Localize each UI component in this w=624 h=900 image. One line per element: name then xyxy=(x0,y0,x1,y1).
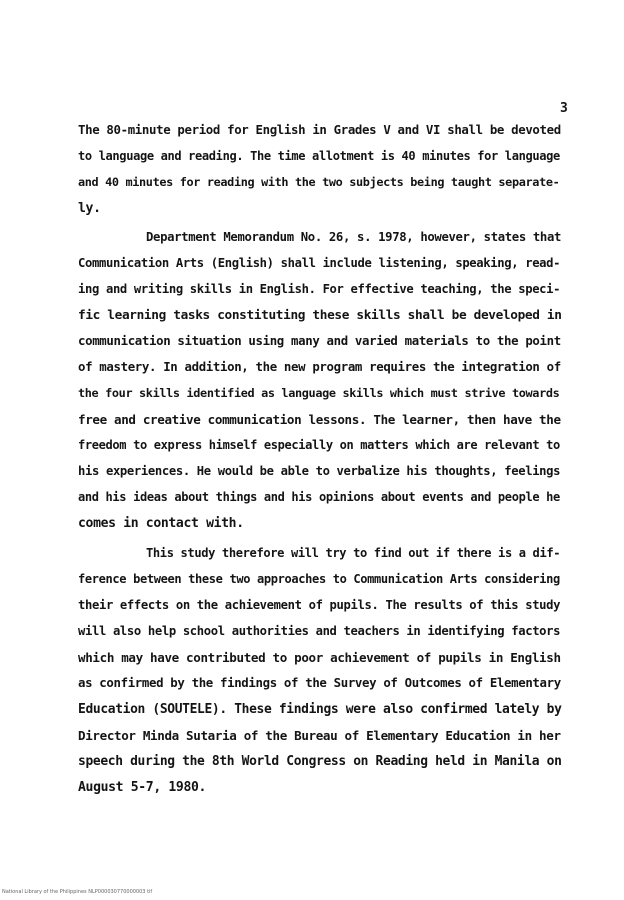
page-number: 3 xyxy=(560,101,568,116)
text-line: ing and writing skills in English. For effective teaching, the speci- xyxy=(78,282,561,296)
text-line: Education (SOUTELE). These findings were also confirmed lately by xyxy=(78,702,562,717)
text-line: August 5-7, 1980. xyxy=(78,780,207,795)
text-line: comes in contact with. xyxy=(78,516,244,531)
text-line: their effects on the achievement of pupils. The results of this study xyxy=(78,598,561,612)
text-line: of mastery. In addition, the new program requires the integration of xyxy=(78,360,561,374)
text-line: Director Minda Sutaria of the Bureau of Elementary Education in her xyxy=(78,728,561,743)
text-line: This study therefore will try to find out if there is a dif- xyxy=(146,546,561,560)
text-line: ference between these two approaches to Communication Arts considering xyxy=(78,572,560,586)
text-line: communication situation using many and varied materials to the point xyxy=(78,334,561,348)
text-line: and 40 minutes for reading with the two subjects being taught separate- xyxy=(78,175,560,189)
text-line: and his ideas about things and his opinions about events and people he xyxy=(78,490,560,504)
text-line: the four skills identified as language skills which must strive towards xyxy=(78,386,560,400)
scan-footer: National Library of the Philippines NLP000030770000003 tif xyxy=(2,889,153,895)
text-line: to language and reading. The time allotment is 40 minutes for language xyxy=(78,149,560,163)
text-line: which may have contributed to poor achievement of pupils in English xyxy=(78,650,561,665)
text-line: fic learning tasks constituting these skills shall be developed in xyxy=(78,308,562,323)
text-line: his experiences. He would be able to verbalize his thoughts, feelings xyxy=(78,464,561,478)
text-line: as confirmed by the findings of the Survey of Outcomes of Elementary xyxy=(78,676,561,690)
text-line: speech during the 8th World Congress on Reading held in Manila on xyxy=(78,754,562,769)
text-line: Communication Arts (English) shall include listening, speaking, read- xyxy=(78,256,561,270)
text-line: Department Memorandum No. 26, s. 1978, however, states that xyxy=(146,230,562,244)
text-line: ly. xyxy=(78,201,101,216)
text-line: freedom to express himself especially on matters which are relevant to xyxy=(78,438,560,452)
text-line: The 80-minute period for English in Grades V and VI shall be devoted xyxy=(78,123,561,137)
text-line: free and creative communication lessons. The learner, then have the xyxy=(78,412,561,427)
text-line: will also help school authorities and teachers in identifying factors xyxy=(78,624,561,638)
